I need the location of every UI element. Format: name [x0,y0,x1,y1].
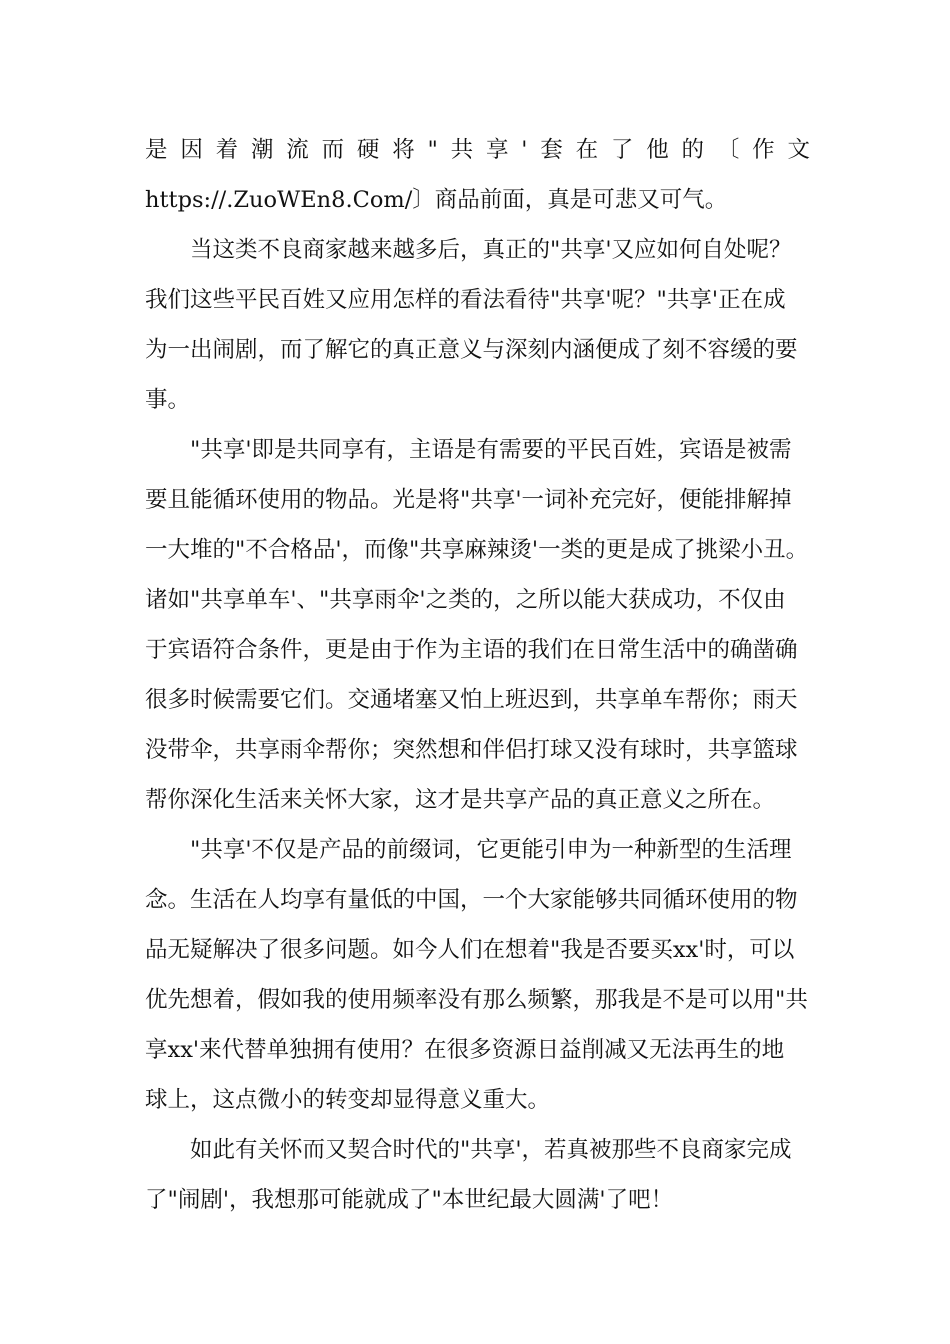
text-line: 诸如"共享单车'、"共享雨伞'之类的，之所以能大获成功，不仅由 [145,587,786,613]
text-line: 要且能循环使用的物品。光是将"共享'一词补充完好，便能排解掉 [145,487,792,513]
text-line: 事。 [145,387,191,413]
text-line: 球上，这点微小的转变却显得意义重大。 [145,1087,551,1113]
text-line: 我们这些平民百姓又应用怎样的看法看待"共享'呢？"共享'正在成 [145,287,786,313]
text-line: https://.ZuoWEn8.Com/〕商品前面，真是可悲又可气。 [145,187,728,213]
text-line: 于宾语符合条件，更是由于作为主语的我们在日常生活中的确凿确 [145,637,798,663]
text-line: 没带伞，共享雨伞帮你；突然想和伴侣打球又没有球时，共享篮球 [145,737,798,763]
text-line: 帮你深化生活来关怀大家，这才是共享产品的真正意义之所在。 [145,787,776,813]
text-line: 了"闹剧'，我想那可能就成了"本世纪最大圆满'了吧！ [145,1187,674,1213]
paragraph-2 [145,225,810,425]
paragraph-3 [145,425,810,825]
text-line: 品无疑解决了很多问题。如今人们在想着"我是否要买xx'时，可以 [145,937,795,963]
text-line: 优先想着，假如我的使用频率没有那么频繁，那我是不是可以用"共 [145,987,808,1013]
text-line: 是因着潮流而硬将"共享'套在了他的〔作文 [145,137,810,163]
text-line: 为一出闹剧，而了解它的真正意义与深刻内涵便成了刻不容缓的要 [145,337,798,363]
text-line: 一大堆的"不合格品'，而像"共享麻辣烫'一类的更是成了挑梁小丑。 [145,537,809,563]
text-line: "共享'不仅是产品的前缀词，它更能引申为一种新型的生活理 [190,837,792,863]
text-line: 很多时候需要它们。交通堵塞又怕上班迟到，共享单车帮你；雨天 [145,687,798,713]
text-line: 如此有关怀而又契合时代的"共享'，若真被那些不良商家完成 [190,1137,792,1163]
paragraph-1 [145,125,810,225]
paragraph-4 [145,825,810,1125]
paragraph-5 [145,1125,810,1225]
text-line: 享xx'来代替单独拥有使用？在很多资源日益削减又无法再生的地 [145,1037,785,1063]
text-line: "共享'即是共同享有，主语是有需要的平民百姓，宾语是被需 [190,437,792,463]
text-line: 当这类不良商家越来越多后，真正的"共享'又应如何自处呢？ [190,237,792,263]
text-line: 念。生活在人均享有量低的中国，一个大家能够共同循环使用的物 [145,887,798,913]
